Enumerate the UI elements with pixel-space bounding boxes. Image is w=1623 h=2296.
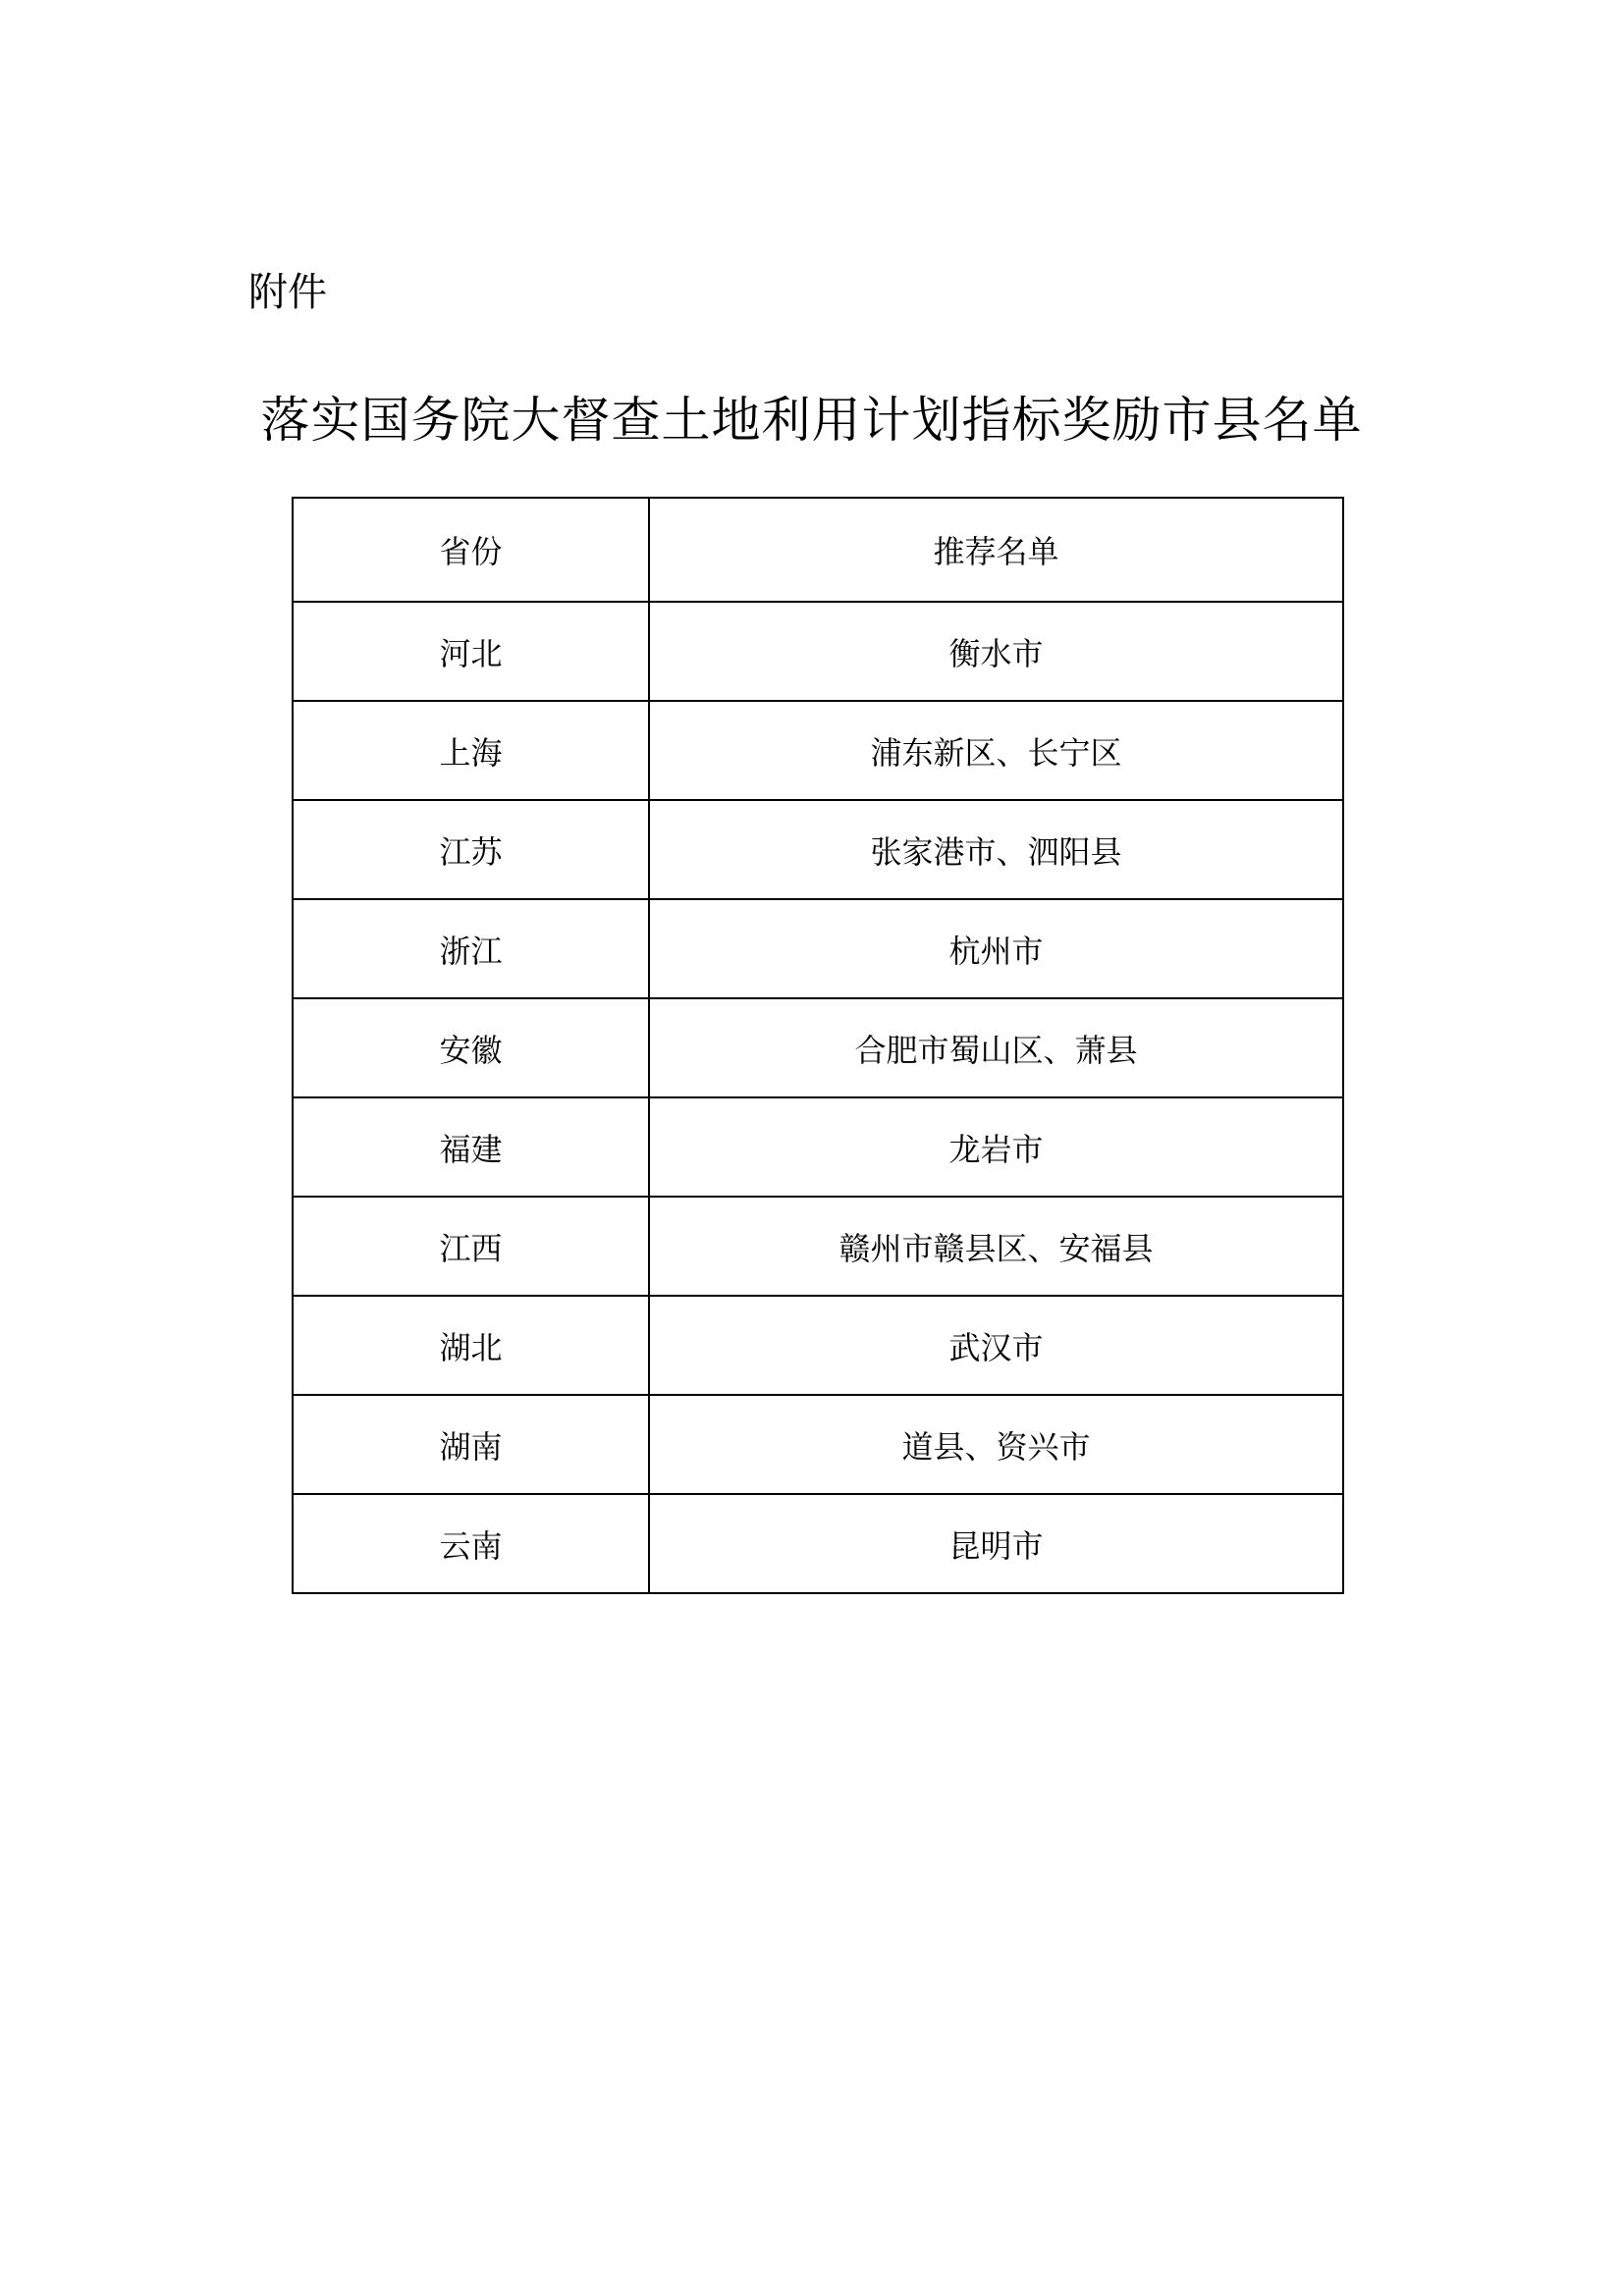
table-row [293, 899, 1343, 998]
recommended-cell: 武汉市 [649, 1296, 1343, 1395]
province-cell: 江西 [293, 1197, 649, 1296]
recommended-cell: 道县、资兴市 [649, 1395, 1343, 1494]
province-cell: 河北 [293, 602, 649, 701]
header-province: 省份 [293, 498, 649, 602]
recommended-cell: 杭州市 [649, 899, 1343, 998]
recommended-cell: 昆明市 [649, 1494, 1343, 1593]
header-recommended-list: 推荐名单 [649, 498, 1343, 602]
attachment-label: 附件 [248, 270, 327, 315]
table-row [293, 1097, 1343, 1197]
table-row [293, 1296, 1343, 1395]
province-cell: 湖南 [293, 1395, 649, 1494]
province-cell: 云南 [293, 1494, 649, 1593]
recommended-cell: 张家港市、泗阳县 [649, 800, 1343, 899]
table-row [293, 602, 1343, 701]
table-row [293, 701, 1343, 800]
province-cell: 上海 [293, 701, 649, 800]
table-row [293, 1494, 1343, 1593]
province-cell: 福建 [293, 1097, 649, 1197]
recommended-cell: 浦东新区、长宁区 [649, 701, 1343, 800]
table-row [293, 998, 1343, 1097]
document-title: 落实国务院大督查土地利用计划指标奖励市县名单 [260, 392, 1363, 449]
province-cell: 安徽 [293, 998, 649, 1097]
recommended-cell: 衡水市 [649, 602, 1343, 701]
table-row [293, 800, 1343, 899]
recommended-cell: 合肥市蜀山区、萧县 [649, 998, 1343, 1097]
recommendation-table [292, 497, 1344, 1594]
province-cell: 江苏 [293, 800, 649, 899]
province-cell: 湖北 [293, 1296, 649, 1395]
table-row [293, 1197, 1343, 1296]
table-row [293, 1395, 1343, 1494]
recommended-cell: 龙岩市 [649, 1097, 1343, 1197]
province-cell: 浙江 [293, 899, 649, 998]
recommended-cell: 赣州市赣县区、安福县 [649, 1197, 1343, 1296]
table-header-row [293, 498, 1343, 602]
